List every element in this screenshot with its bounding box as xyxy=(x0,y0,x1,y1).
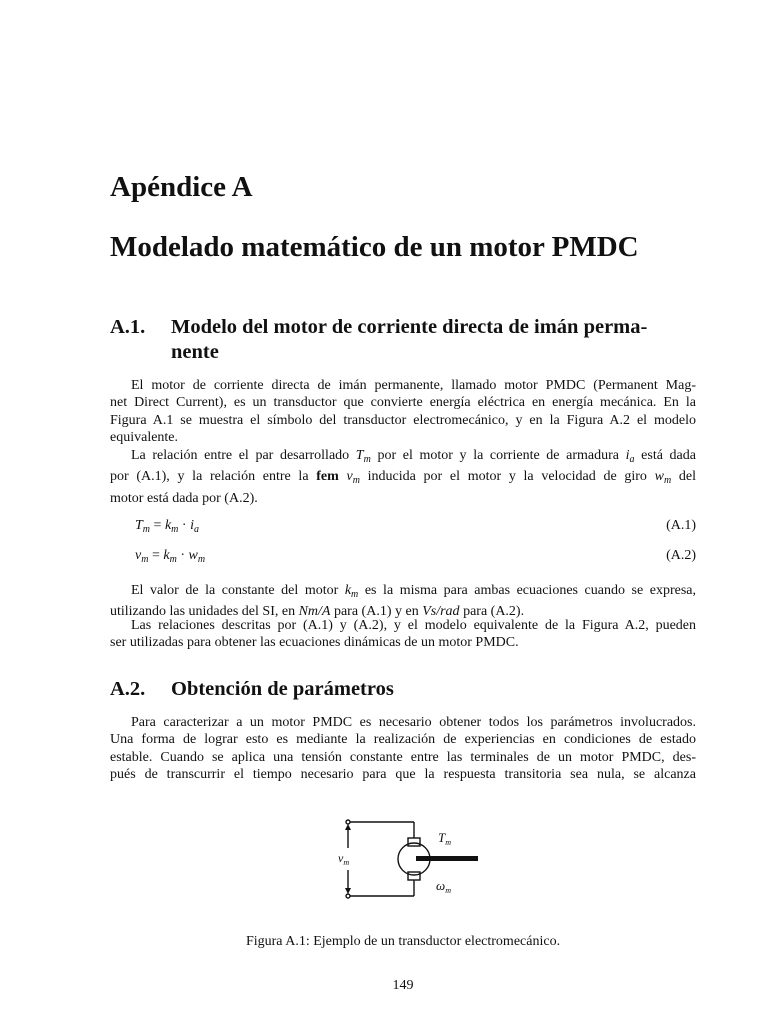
paragraph xyxy=(110,617,696,652)
arrow-up-icon xyxy=(345,824,351,830)
page-number: 149 xyxy=(392,978,414,993)
terminal-top xyxy=(346,820,350,824)
text-line: Las relaciones descritas por (A.1) y (A.2), y el modelo equivalente de la Figura A.2, pueden xyxy=(131,618,696,633)
paragraph xyxy=(110,377,696,446)
text-line: ser utilizadas para obtener las ecuaciones dinámicas de un motor PMDC. xyxy=(110,635,519,651)
text-line: La relación entre el par desarrollado $T_m$ por el motor y la corriente de armadura $i_a$ está dada xyxy=(131,448,696,465)
angular-velocity-label: $\omega_m$ xyxy=(436,878,451,895)
text-line: motor está dada por (A.2). xyxy=(110,490,258,506)
document-page xyxy=(110,0,696,1024)
equation-a1 xyxy=(110,518,696,536)
text-line: utilizando las unidades del SI, en Nm/A para (A.1) y en Vs/rad para (A.2). xyxy=(110,604,525,620)
text-line: equivalente. xyxy=(110,429,179,445)
equation-expression: $v_m = k_m \cdot w_m$ xyxy=(135,548,206,565)
text-line: net Direct Current), es un transductor que convierte energía eléctrica en energía mecánica. En la xyxy=(110,395,696,411)
torque-label: $T_m$ xyxy=(438,830,452,847)
section-title-line: nente xyxy=(171,341,219,363)
equation-tag: (A.1) xyxy=(666,518,696,533)
section-number: A.2. xyxy=(110,678,146,700)
arrow-down-icon xyxy=(345,888,351,894)
section-title-line: Obtención de parámetros xyxy=(171,678,394,700)
section-number: A.1. xyxy=(110,316,146,338)
paragraph xyxy=(110,714,696,783)
text-line: El motor de corriente directa de imán permanente, llamado motor PMDC (Permanent Mag- xyxy=(131,378,696,393)
paragraph xyxy=(110,582,696,621)
text-line: pués de transcurrir el tiempo necesario para que la respuesta transitoria sea nula, se alcanza xyxy=(110,766,696,782)
brush-top xyxy=(408,838,420,846)
text-line: Figura A.1 se muestra el símbolo del transductor electromecánico, y en la Figura A.2 el modelo xyxy=(110,412,696,428)
equation-expression: $T_m = k_m \cdot i_a$ xyxy=(135,518,199,535)
equation-a2 xyxy=(110,548,696,566)
text-line: Para caracterizar a un motor PMDC es necesario obtener todos los parámetros involucrados. xyxy=(131,715,696,730)
chapter-title: Modelado matemático de un motor PMDC xyxy=(110,231,639,263)
motor-transducer-figure xyxy=(332,810,482,910)
figure-caption: Figura A.1: Ejemplo de un transductor electromecánico. xyxy=(245,934,561,949)
text-line: El valor de la constante del motor $k_m$ es la misma para ambas ecuaciones cuando se expresa, xyxy=(131,583,696,600)
text-line: por (A.1), y la relación entre la fem $v_m$ inducida por el motor y la velocidad de giro $w_m$ del xyxy=(110,469,697,487)
terminal-bottom xyxy=(346,894,350,898)
section-heading-a1 xyxy=(110,315,696,365)
chapter-label: Apéndice A xyxy=(110,171,253,203)
section-heading-a2 xyxy=(110,677,696,702)
brush-bottom xyxy=(408,872,420,880)
motor-shaft xyxy=(416,856,478,861)
equation-tag: (A.2) xyxy=(666,548,696,563)
motor-symbol-diagram xyxy=(332,810,482,910)
text-line: Una forma de lograr esto es mediante la realización de experiencias en condiciones de estado xyxy=(110,732,696,748)
voltage-label: $v_m$ xyxy=(338,851,350,867)
section-title-line: Modelo del motor de corriente directa de imán perma- xyxy=(171,316,648,338)
text-line: estable. Cuando se aplica una tensión constante entre las terminales de un motor PMDC, des- xyxy=(110,749,696,765)
paragraph xyxy=(110,447,696,507)
